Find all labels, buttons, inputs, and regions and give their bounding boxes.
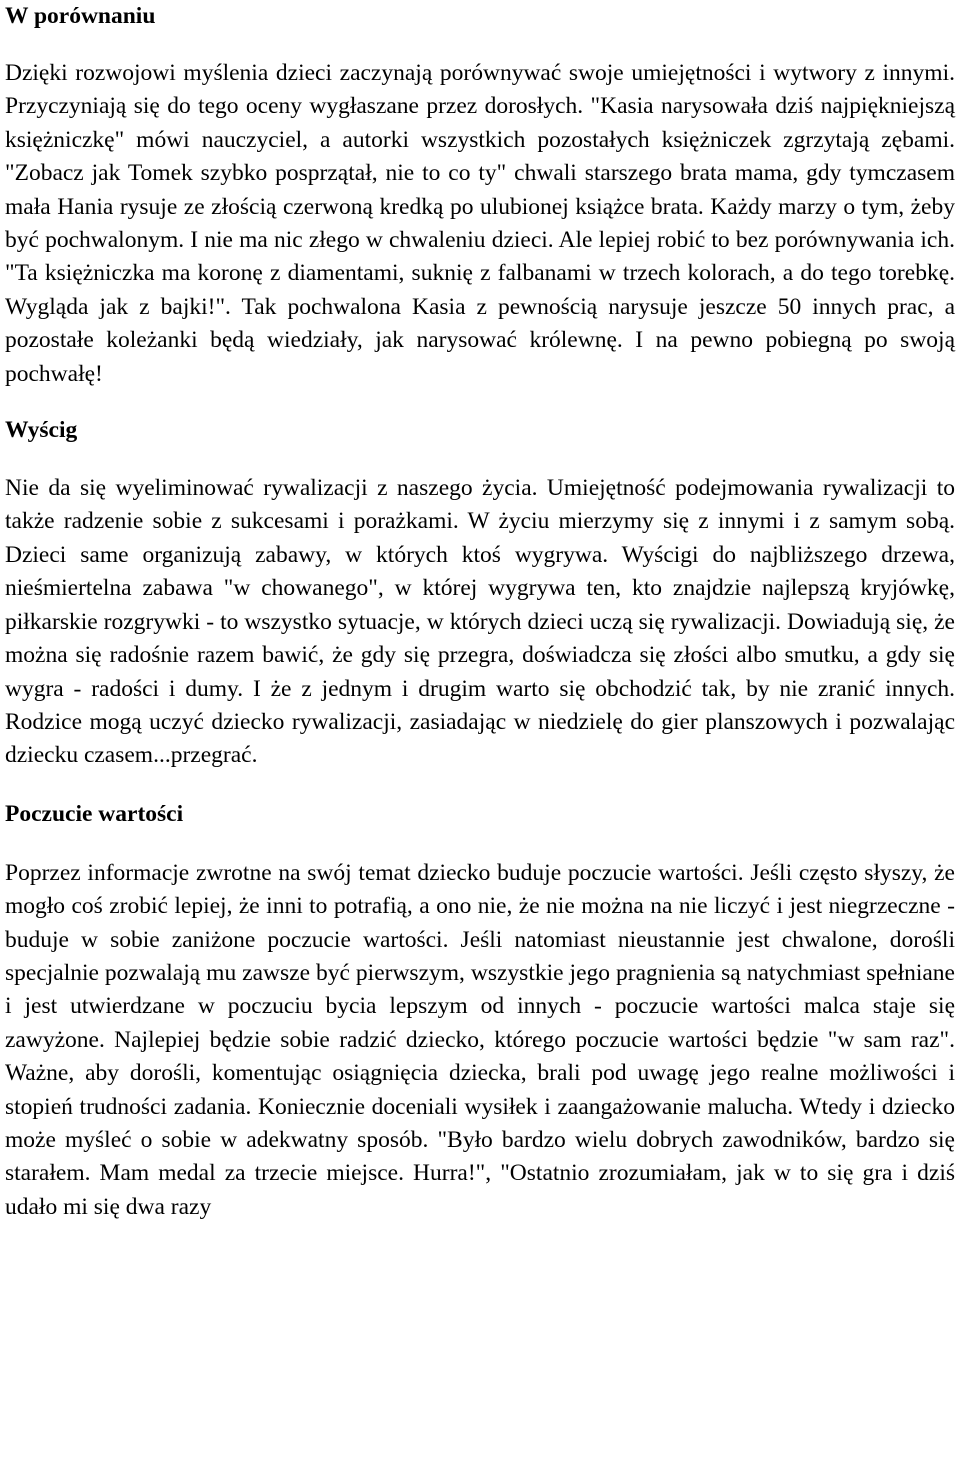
section-heading-wyscig: Wyścig	[5, 417, 78, 444]
section-paragraph-poczucie-wartosci: Poprzez informacje zwrotne na swój temat dziecko buduje poczucie wartości. Jeśli często słyszy, że mogło coś zrobić lepiej, że inni to potrafią, a ono nie, że nie można na nie liczyć i jest niegrzeczne - buduje w sobie zaniżone poczucie wartości. Jeśli natomiast nieustannie jest chwalone, dorośli specjalnie pozwalają mu zawsze być pierwszym, wszystkie jego pragnienia są natychmiast spełniane i jest utwierdzane w poczuciu bycia lepszym od innych - poczucie wartości malca staje się zawyżone. Najlepiej będzie sobie radzić dziecko, którego poczucie wartości będzie "w sam raz". Ważne, aby dorośli, komentując osiągnięcia dziecka, brali pod uwagę jego realne możliwości i stopień trudności zadania. Koniecznie doceniali wysiłek i zaangażowanie malucha. Wtedy i dziecko może myśleć o sobie w adekwatny sposób. "Było bardzo wielu dobrych zawodników, bardzo się starałem. Mam medal za trzecie miejsce. Hurra!", "Ostatnio zrozumiałam, jak w to się gra i dziś udało mi się dwa razy	[5, 859, 955, 1220]
section-paragraph-wyscig: Nie da się wyeliminować rywalizacji z naszego życia. Umiejętność podejmowania rywalizacji to także radzenie sobie z sukcesami i porażkami. W życiu mierzymy się z innymi i z samym sobą. Dzieci same organizują zabawy, w których ktoś wygrywa. Wyścigi do najbliższego drzewa, nieśmiertelna zabawa "w chowanego", w której wygrywa ten, kto znajdzie najlepszą kryjówkę, piłkarskie rozgrywki - to wszystko sytuacje, w których dzieci uczą się rywalizacji. Dowiadują się, że można się radośnie razem bawić, że gdy się przegra, doświadcza się złości albo smutku, a gdy się wygra - radości i dumy. I że z jednym i drugim warto się obchodzić tak, by nie zranić innych. Rodzice mogą uczyć dziecko rywalizacji, zasiadając w niedzielę do gier planszowych i pozwalając dziecku czasem...przegrać.	[5, 475, 955, 769]
section-paragraph-w-porownaniu: Dzięki rozwojowi myślenia dzieci zaczynają porównywać swoje umiejętności i wytwory z innymi. Przyczyniają się do tego oceny wygłaszane przez dorosłych. "Kasia narysowała dziś najpiękniejszą księżniczkę" mówi nauczyciel, a autorki wszystkich pozostałych księżniczek zgrzytają zębami. "Zobacz jak Tomek szybko posprzątał, nie to co ty" chwali starszego brata mama, gdy tymczasem mała Hania rysuje ze złością czerwoną kredką po ulubionej książce brata. Każdy marzy o tym, żeby być pochwalonym. I nie ma nic złego w chwaleniu dzieci. Ale lepiej robić to bez porównywania ich. "Ta księżniczka ma koronę z diamentami, suknię z falbanami w trzech kolorach, a do tego torebkę. Wygląda jak z bajki!". Tak pochwalona Kasia z pewnością narysuje jeszcze 50 innych prac, a pozostałe koleżanki będą wiedziały, jak narysować królewnę. I na pewno pobiegną po swoją pochwałę!	[5, 60, 955, 387]
section-heading-w-porownaniu: W porównaniu	[5, 3, 156, 29]
section-heading-poczucie-wartosci: Poczucie wartości	[5, 800, 184, 827]
